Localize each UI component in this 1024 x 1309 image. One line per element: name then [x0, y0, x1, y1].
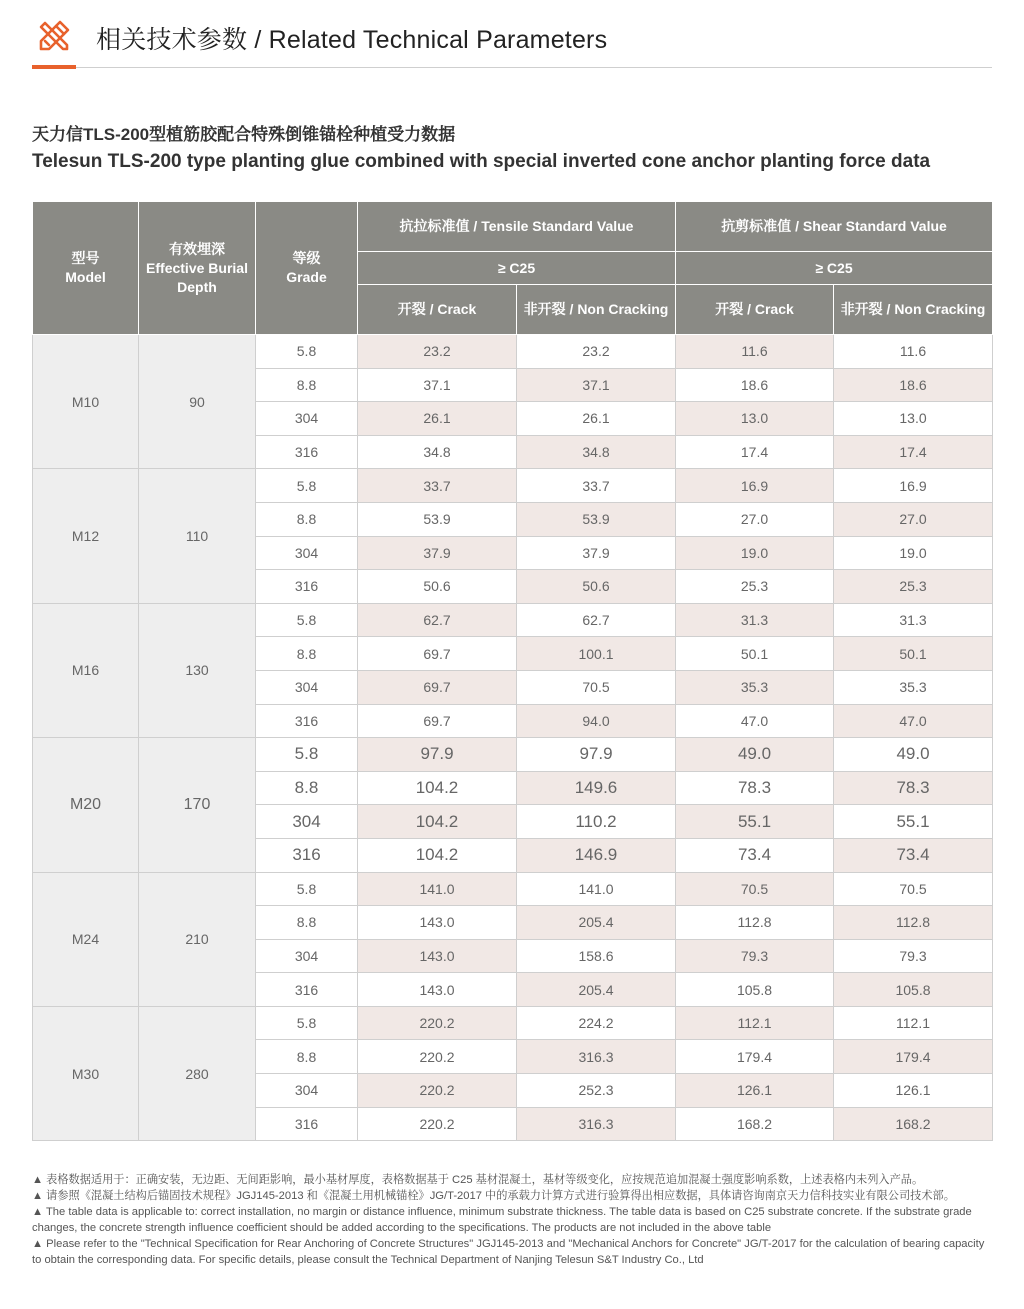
model-cell: M30 [33, 1006, 139, 1140]
crossed-tools-icon [36, 18, 72, 54]
tensile-crack-cell: 104.2 [358, 838, 517, 872]
shear-noncrack-cell: 73.4 [834, 838, 993, 872]
col-header-tensile: 抗拉标准值 / Tensile Standard Value [358, 202, 676, 252]
tensile-crack-cell: 69.7 [358, 637, 517, 671]
shear-crack-cell: 168.2 [676, 1107, 834, 1141]
table-body [33, 469, 993, 603]
grade-cell: 316 [256, 570, 358, 604]
shear-noncrack-cell: 18.6 [834, 368, 993, 402]
col-header-shear-noncrack: 非开裂 / Non Cracking [834, 285, 993, 335]
tensile-noncrack-cell: 146.9 [517, 838, 676, 872]
shear-noncrack-cell: 70.5 [834, 872, 993, 906]
tensile-noncrack-cell: 34.8 [517, 435, 676, 469]
header-divider [32, 67, 992, 68]
shear-noncrack-cell: 17.4 [834, 435, 993, 469]
grade-cell: 5.8 [256, 335, 358, 369]
shear-crack-cell: 31.3 [676, 603, 834, 637]
table-row [33, 469, 993, 503]
grade-cell: 8.8 [256, 368, 358, 402]
col-header-grade [256, 202, 358, 335]
shear-crack-cell: 126.1 [676, 1074, 834, 1108]
table-body [33, 738, 993, 872]
shear-noncrack-cell: 112.1 [834, 1006, 993, 1040]
tensile-crack-cell: 69.7 [358, 670, 517, 704]
grade-cell: 8.8 [256, 1040, 358, 1074]
tensile-noncrack-cell: 94.0 [517, 704, 676, 738]
grade-cell: 304 [256, 536, 358, 570]
shear-crack-cell: 27.0 [676, 502, 834, 536]
grade-cell: 5.8 [256, 738, 358, 772]
model-cell: M10 [33, 335, 139, 469]
shear-crack-cell: 105.8 [676, 973, 834, 1007]
depth-cell: 90 [139, 335, 256, 469]
tensile-crack-cell: 50.6 [358, 570, 517, 604]
tensile-crack-cell: 23.2 [358, 335, 517, 369]
tensile-noncrack-cell: 53.9 [517, 502, 676, 536]
tensile-noncrack-cell: 224.2 [517, 1006, 676, 1040]
shear-crack-cell: 47.0 [676, 704, 834, 738]
table-body [33, 335, 993, 469]
shear-noncrack-cell: 78.3 [834, 771, 993, 805]
shear-crack-cell: 179.4 [676, 1040, 834, 1074]
tensile-crack-cell: 34.8 [358, 435, 517, 469]
tensile-crack-cell: 143.0 [358, 939, 517, 973]
shear-noncrack-cell: 179.4 [834, 1040, 993, 1074]
grade-cell: 304 [256, 939, 358, 973]
grade-cell: 316 [256, 838, 358, 872]
grade-cell: 304 [256, 805, 358, 839]
shear-noncrack-cell: 55.1 [834, 805, 993, 839]
tensile-crack-cell: 37.9 [358, 536, 517, 570]
table-title-en: Telesun TLS-200 type planting glue combined with special inverted cone anchor planting force data [32, 151, 931, 172]
grade-cell: 5.8 [256, 469, 358, 503]
col-header-depth-en: Depth [177, 278, 217, 295]
footnote: ▲ 请参照《混凝土结构后锚固技术规程》JGJ145-2013 和《混凝土用机械锚栓》JG/T-2017 中的承载力计算方式进行验算得出相应数据，具体请咨询南京天力信科技实业有限公司技术部。 [32, 1190, 955, 1202]
model-cell: M12 [33, 469, 139, 603]
tensile-noncrack-cell: 50.6 [517, 570, 676, 604]
col-header-model-en: Model [65, 269, 106, 285]
col-header-depth-en: Effective Burial [146, 259, 248, 276]
col-header-tensile-noncrack: 非开裂 / Non Cracking [517, 285, 676, 335]
shear-crack-cell: 11.6 [676, 335, 834, 369]
tensile-crack-cell: 62.7 [358, 603, 517, 637]
shear-noncrack-cell: 105.8 [834, 973, 993, 1007]
grade-cell: 5.8 [256, 872, 358, 906]
tensile-noncrack-cell: 23.2 [517, 335, 676, 369]
shear-crack-cell: 73.4 [676, 838, 834, 872]
shear-noncrack-cell: 49.0 [834, 738, 993, 772]
tensile-crack-cell: 53.9 [358, 502, 517, 536]
header-divider-accent [32, 65, 76, 69]
shear-crack-cell: 16.9 [676, 469, 834, 503]
tensile-noncrack-cell: 97.9 [517, 738, 676, 772]
shear-noncrack-cell: 168.2 [834, 1107, 993, 1141]
shear-crack-cell: 17.4 [676, 435, 834, 469]
shear-noncrack-cell: 47.0 [834, 704, 993, 738]
grade-cell: 304 [256, 1074, 358, 1108]
depth-cell: 210 [139, 872, 256, 1006]
shear-crack-cell: 112.1 [676, 1006, 834, 1040]
shear-noncrack-cell: 79.3 [834, 939, 993, 973]
tensile-noncrack-cell: 33.7 [517, 469, 676, 503]
page-title: 相关技术参数 / Related Technical Parameters [96, 26, 608, 54]
shear-noncrack-cell: 50.1 [834, 637, 993, 671]
shear-crack-cell: 79.3 [676, 939, 834, 973]
shear-noncrack-cell: 19.0 [834, 536, 993, 570]
col-header-tensile-condition: ≥ C25 [358, 252, 676, 285]
tensile-crack-cell: 141.0 [358, 872, 517, 906]
table-header [33, 202, 993, 335]
col-header-shear-condition: ≥ C25 [676, 252, 993, 285]
tensile-crack-cell: 143.0 [358, 973, 517, 1007]
col-header-tensile-crack: 开裂 / Crack [358, 285, 517, 335]
footnote: ▲ The table data is applicable to: correct installation, no margin or distance influence, minimum substrate thickness. The table data is based on C25 substrate concrete. If the substrate grade changes, the concrete strength influence coefficient should be added according to the specifications. The products are not included in the above table [32, 1206, 972, 1234]
shear-crack-cell: 18.6 [676, 368, 834, 402]
tensile-crack-cell: 104.2 [358, 805, 517, 839]
grade-cell: 304 [256, 670, 358, 704]
tensile-noncrack-cell: 205.4 [517, 906, 676, 940]
shear-noncrack-cell: 31.3 [834, 603, 993, 637]
tensile-noncrack-cell: 62.7 [517, 603, 676, 637]
shear-crack-cell: 55.1 [676, 805, 834, 839]
table-body [33, 872, 993, 1006]
col-header-shear-crack: 开裂 / Crack [676, 285, 834, 335]
shear-noncrack-cell: 16.9 [834, 469, 993, 503]
depth-cell: 280 [139, 1006, 256, 1140]
shear-crack-cell: 25.3 [676, 570, 834, 604]
tensile-crack-cell: 220.2 [358, 1006, 517, 1040]
shear-crack-cell: 78.3 [676, 771, 834, 805]
tensile-crack-cell: 26.1 [358, 402, 517, 436]
shear-crack-cell: 70.5 [676, 872, 834, 906]
page-header [32, 14, 992, 70]
depth-cell: 110 [139, 469, 256, 603]
tensile-crack-cell: 220.2 [358, 1040, 517, 1074]
tensile-noncrack-cell: 149.6 [517, 771, 676, 805]
footnote: ▲ Please refer to the "Technical Specification for Rear Anchoring of Concrete Structures" JGJ145-2013 and "Mechanical Anchors for Concrete" JG/T-2017 for the calculation of bearing capacity to obtain the corresponding data. For specific details, please consult the Technical Department of Nanjing Telesun S&T Industry Co., Ltd [32, 1238, 985, 1266]
shear-noncrack-cell: 112.8 [834, 906, 993, 940]
grade-cell: 316 [256, 973, 358, 1007]
grade-cell: 316 [256, 704, 358, 738]
col-header-depth-cn: 有效埋深 [169, 240, 225, 257]
grade-cell: 5.8 [256, 1006, 358, 1040]
tensile-crack-cell: 37.1 [358, 368, 517, 402]
tensile-noncrack-cell: 37.9 [517, 536, 676, 570]
tensile-noncrack-cell: 37.1 [517, 368, 676, 402]
col-header-shear: 抗剪标准值 / Shear Standard Value [676, 202, 993, 252]
table-row [33, 738, 993, 772]
footnotes [32, 1172, 994, 1268]
col-header-model-cn: 型号 [71, 250, 100, 266]
tensile-noncrack-cell: 252.3 [517, 1074, 676, 1108]
grade-cell: 316 [256, 435, 358, 469]
tensile-noncrack-cell: 100.1 [517, 637, 676, 671]
grade-cell: 316 [256, 1107, 358, 1141]
footnote: ▲ 表格数据适用于：正确安装，无边距、无间距影响，最小基材厚度，表格数据基于 C25 基材混凝土，基材等级变化，应按规范追加混凝土强度影响系数，上述表格内未列入产品。 [32, 1174, 924, 1186]
tensile-noncrack-cell: 316.3 [517, 1040, 676, 1074]
table-row [33, 1006, 993, 1040]
shear-noncrack-cell: 27.0 [834, 502, 993, 536]
table-title-cn: 天力信TLS-200型植筋胶配合特殊倒锥锚栓种植受力数据 [32, 125, 456, 144]
shear-crack-cell: 50.1 [676, 637, 834, 671]
tensile-crack-cell: 220.2 [358, 1074, 517, 1108]
model-cell: M24 [33, 872, 139, 1006]
table-row [33, 603, 993, 637]
tensile-noncrack-cell: 141.0 [517, 872, 676, 906]
grade-cell: 8.8 [256, 502, 358, 536]
tensile-noncrack-cell: 110.2 [517, 805, 676, 839]
tensile-crack-cell: 143.0 [358, 906, 517, 940]
shear-crack-cell: 49.0 [676, 738, 834, 772]
table-row [33, 872, 993, 906]
shear-noncrack-cell: 126.1 [834, 1074, 993, 1108]
table-body [33, 1006, 993, 1140]
shear-noncrack-cell: 25.3 [834, 570, 993, 604]
grade-cell: 5.8 [256, 603, 358, 637]
tensile-noncrack-cell: 205.4 [517, 973, 676, 1007]
tensile-noncrack-cell: 316.3 [517, 1107, 676, 1141]
tensile-noncrack-cell: 26.1 [517, 402, 676, 436]
col-header-grade-en: Grade [286, 269, 327, 285]
shear-crack-cell: 35.3 [676, 670, 834, 704]
parameters-table [32, 201, 993, 1141]
grade-cell: 8.8 [256, 637, 358, 671]
col-header-model [33, 202, 139, 335]
grade-cell: 8.8 [256, 771, 358, 805]
tensile-crack-cell: 69.7 [358, 704, 517, 738]
tensile-noncrack-cell: 158.6 [517, 939, 676, 973]
model-cell: M16 [33, 603, 139, 737]
depth-cell: 170 [139, 738, 256, 872]
grade-cell: 304 [256, 402, 358, 436]
table-row [33, 335, 993, 369]
shear-crack-cell: 13.0 [676, 402, 834, 436]
tensile-crack-cell: 97.9 [358, 738, 517, 772]
tensile-crack-cell: 33.7 [358, 469, 517, 503]
shear-noncrack-cell: 11.6 [834, 335, 993, 369]
col-header-depth [139, 202, 256, 335]
shear-crack-cell: 19.0 [676, 536, 834, 570]
shear-noncrack-cell: 35.3 [834, 670, 993, 704]
model-cell: M20 [33, 738, 139, 872]
col-header-grade-cn: 等级 [292, 250, 321, 266]
shear-noncrack-cell: 13.0 [834, 402, 993, 436]
shear-crack-cell: 112.8 [676, 906, 834, 940]
tensile-crack-cell: 104.2 [358, 771, 517, 805]
table-body [33, 603, 993, 737]
grade-cell: 8.8 [256, 906, 358, 940]
tensile-noncrack-cell: 70.5 [517, 670, 676, 704]
tensile-crack-cell: 220.2 [358, 1107, 517, 1141]
depth-cell: 130 [139, 603, 256, 737]
